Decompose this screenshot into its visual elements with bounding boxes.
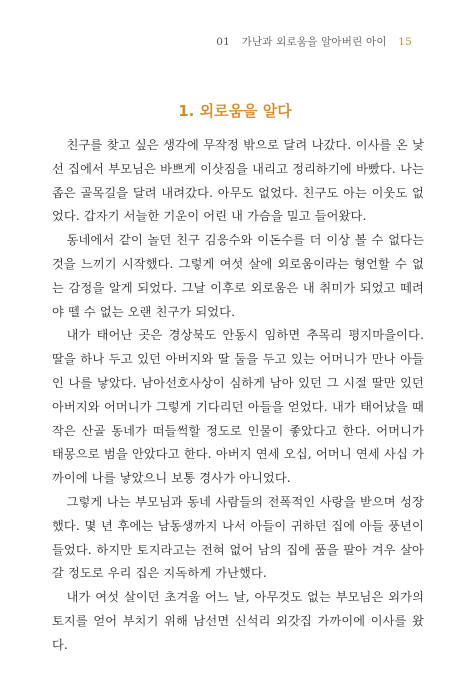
- paragraph: 그렇게 나는 부모님과 동네 사람들의 전폭적인 사랑을 받으며 성장했다. 몇 년 후에는 남동생까지 나서 아들이 귀하던 집에 아들 풍년이 들었다. 하지만 토지라고는 전혀 없어 남의 집에 품을 팔아 겨우 살아갈 정도로 우리 집은 지독하게 가난했다.: [52, 494, 424, 581]
- paragraph: 내가 태어난 곳은 경상북도 안동시 임하면 추목리 평지마을이다. 딸을 하나 두고 있던 아버지와 딸 둘을 두고 있는 어머니가 만나 아들인 나를 낳았다. 남아선호사상이 심하게 남아 있던 그 시절 딸만 있던 아버지와 어머니가 그렇게 기다리던 아들을 얻었다. 내가 태어났을 때 작은 산골 동네가 떠들썩할 정도로 인물이 좋았다고 한다. 어머니가 태몽으로 범을 안았다고 한다. 아버지 연세 오십, 어머니 연세 사십 가까이에 나를 낳았으니 보통 경사가 아니었다.: [52, 328, 424, 486]
- chapter-number: 01: [216, 36, 231, 48]
- paragraph: 친구를 찾고 싶은 생각에 무작정 밖으로 달려 나갔다. 이사를 온 낯선 집에서 부모님은 바쁘게 이삿짐을 내리고 정리하기에 바빴다. 나는 좁은 골목길을 달려 내려갔다. 아무도 없었다. 친구도 아는 이웃도 없었다. 갑자기 서늘한 기운이 어린 내 가슴을 밀고 들어왔다.: [52, 138, 424, 224]
- chapter-title: 가난과 외로움을 알아버린 아이: [241, 36, 387, 48]
- section-title: 1. 외로움을 알다: [178, 102, 292, 120]
- paragraph: 동네에서 같이 놀던 친구 김응수와 이돈수를 더 이상 볼 수 없다는 것을 느끼기 시작했다. 그렇게 여섯 살에 외로움이라는 형언할 수 없는 감정을 알게 되었다. 그날 이후로 외로움은 내 취미가 되었고 떼려야 뗄 수 없는 오랜 친구가 되었다.: [52, 233, 424, 319]
- page-number: 15: [398, 36, 412, 48]
- body-text: [52, 134, 424, 658]
- paragraph: 내가 여섯 살이던 초겨울 어느 날, 아무것도 없는 부모님은 외가의 토지를 얻어 부치기 위해 남선면 신석리 외갓집 가까이에 이사를 왔다.: [52, 590, 424, 652]
- running-header: [216, 34, 412, 49]
